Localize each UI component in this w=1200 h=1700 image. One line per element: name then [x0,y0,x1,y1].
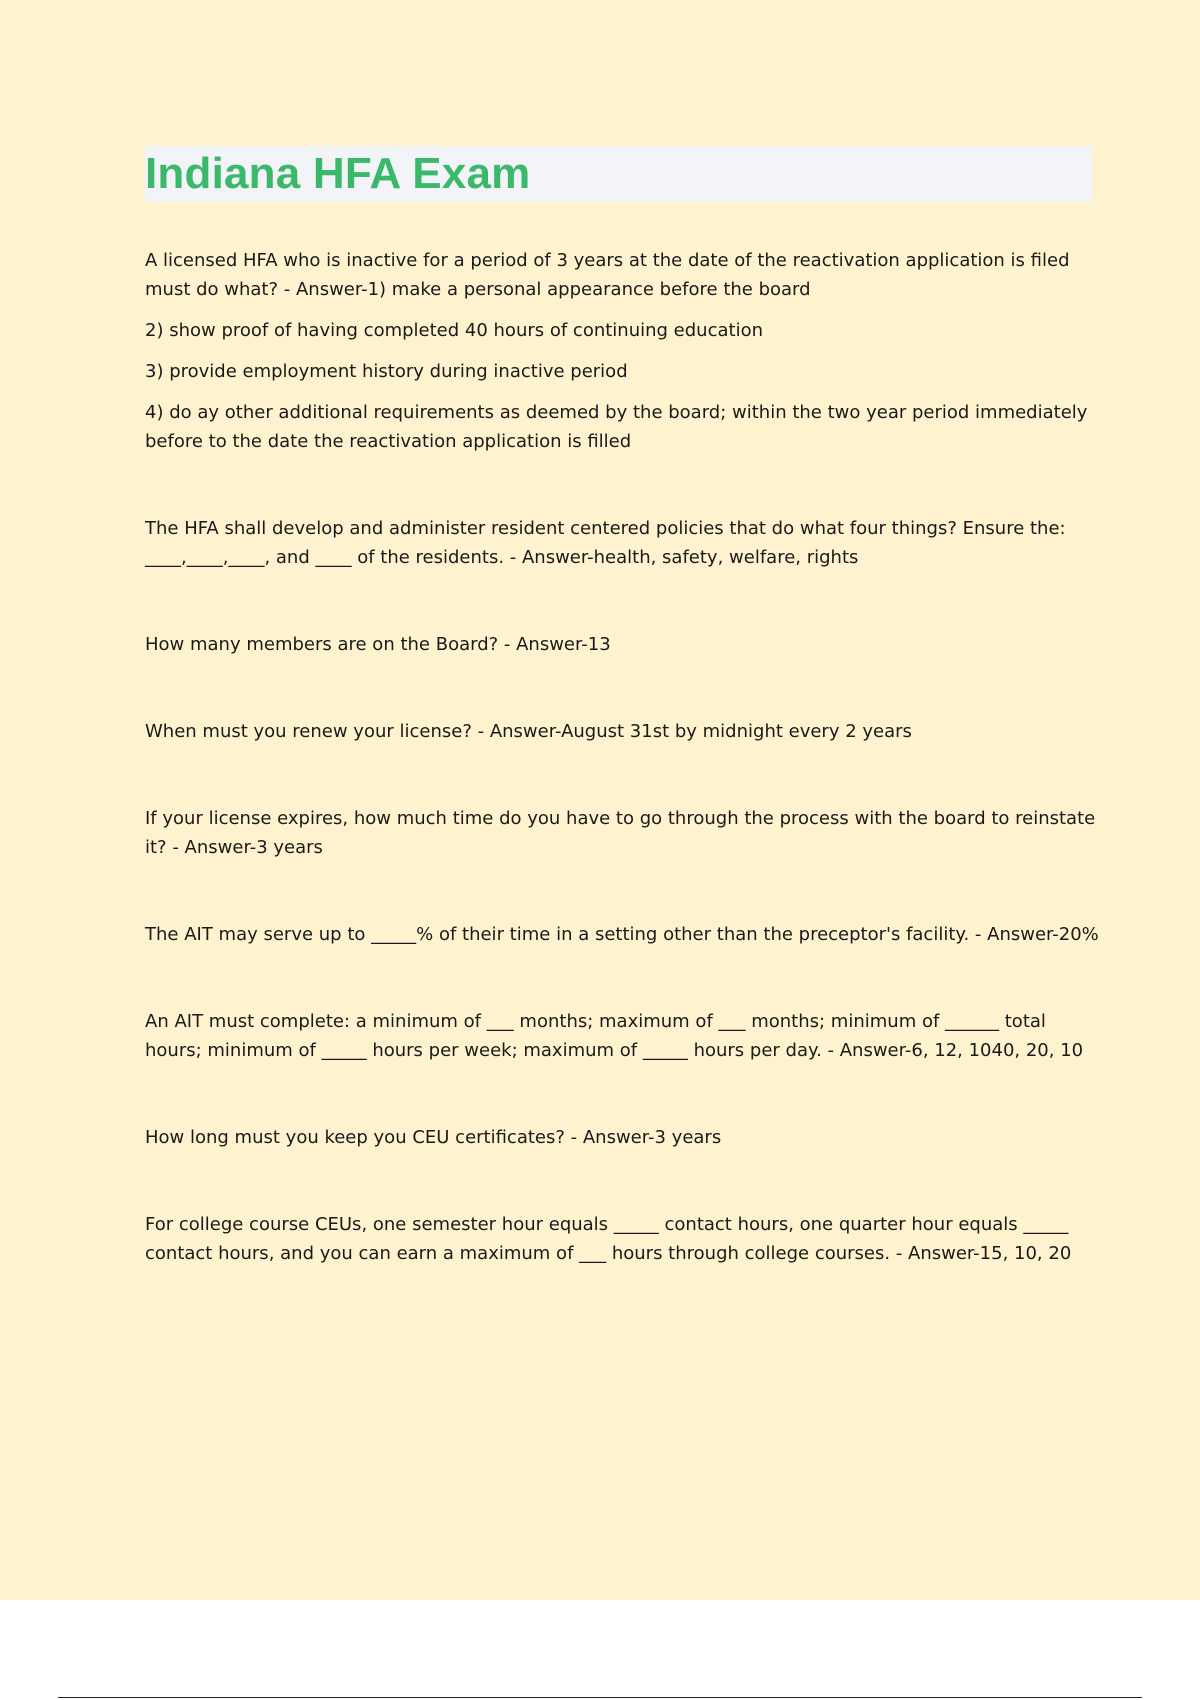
answer-line: 4) do ay other additional requirements as deemed by the board; within the two year period immediately before to the date the reactivation application is filled [145,402,1088,452]
document-title: Indiana HFA Exam [145,149,531,198]
document-body [145,246,1100,1280]
question-text: For college course CEUs, one semester hour equals _____ contact hours, one quarter hour equals _____ contact hours, and you can earn a maximum of ___ hours through college courses. - Answer-15, 10, 20 [145,1214,1072,1264]
qa-item [145,717,1100,746]
question-text: If your license expires, how much time do you have to go through the process with the board to reinstate it? - Answer-3 years [145,808,1096,858]
question-text: An AIT must complete: a minimum of ___ months; maximum of ___ months; minimum of ______ total hours; minimum of _____ hours per week; maximum of _____ hours per day. - Answer-6, 12, 1040, 20, 10 [145,1011,1084,1061]
qa-item [145,246,1100,456]
qa-item [145,920,1100,949]
footer-divider [58,1697,1142,1698]
question-text: How long must you keep you CEU certificates? - Answer-3 years [145,1127,722,1148]
answer-line: 2) show proof of having completed 40 hours of continuing education [145,320,763,341]
qa-item [145,1007,1100,1065]
qa-item [145,1123,1100,1152]
qa-item [145,1210,1100,1268]
question-text: The AIT may serve up to _____% of their time in a setting other than the preceptor's facility. - Answer-20% [145,924,1099,945]
qa-item [145,514,1100,572]
qa-item [145,804,1100,862]
answer-line: 3) provide employment history during inactive period [145,361,628,382]
question-text: When must you renew your license? - Answer-August 31st by midnight every 2 years [145,721,912,742]
question-text: How many members are on the Board? - Answer-13 [145,634,611,655]
question-text: A licensed HFA who is inactive for a period of 3 years at the date of the reactivation application is filed must do what? - Answer-1) make a personal appearance before the board [145,250,1070,300]
qa-item [145,630,1100,659]
question-text: The HFA shall develop and administer resident centered policies that do what four things? Ensure the: ____,____,____, and ____ of the residents. - Answer-health, safety, welfare, rights [145,518,1066,568]
